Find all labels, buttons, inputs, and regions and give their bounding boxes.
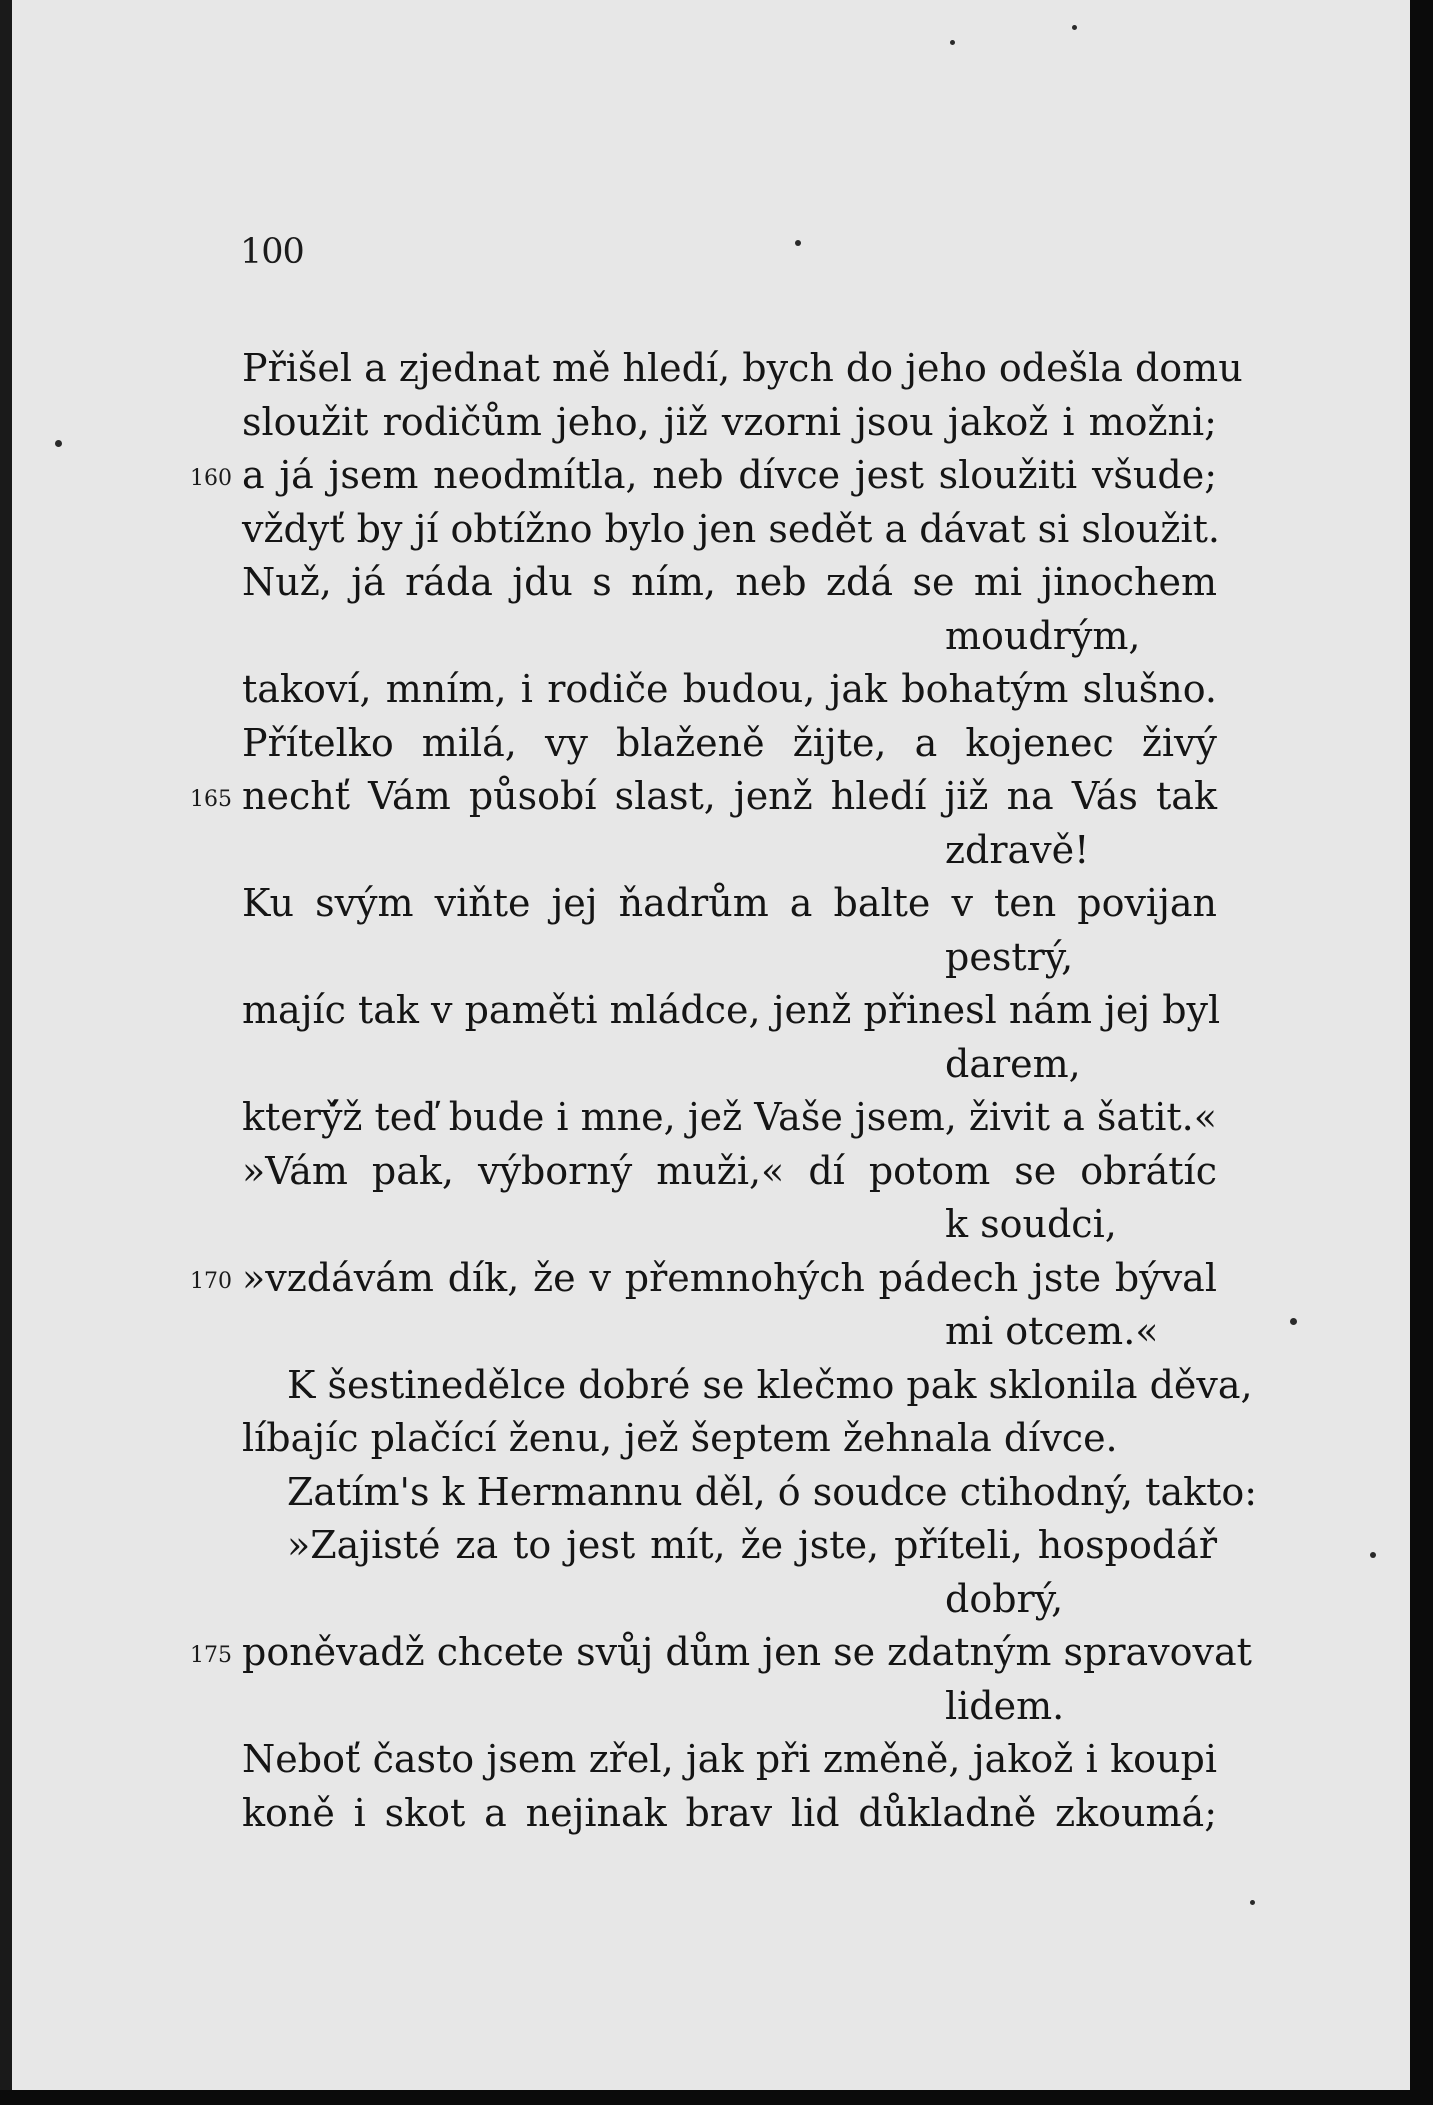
verse-line: sloužit rodičům jeho, již vzorni jsou jakož i možni;: [242, 400, 1217, 444]
verse-line: dobrý,: [945, 1577, 1064, 1621]
line-number: 165: [190, 787, 232, 812]
verse-line: a já jsem neodmítla, neb dívce jest sloužiti všude;: [242, 453, 1217, 497]
page-number: 100: [240, 232, 304, 272]
scan-edge-left: [0, 0, 12, 2105]
verse-line: který̌ž teď bude i mne, jež Vaše jsem, živit a šatit.«: [242, 1095, 1217, 1139]
scan-speck: [950, 40, 955, 45]
verse-line: Přišel a zjednat mě hledí, bych do jeho odešla domu: [242, 346, 1243, 390]
line-number: 160: [190, 466, 232, 491]
verse-line: »vzdávám dík, že v přemnohých pádech jste býval: [242, 1256, 1217, 1300]
line-number: 175: [190, 1643, 232, 1668]
verse-line: líbajíc plačící ženu, jež šeptem žehnala dívce.: [242, 1416, 1118, 1460]
verse-line: darem,: [945, 1042, 1081, 1086]
verse-line: mi otcem.«: [945, 1309, 1159, 1353]
scan-speck: [55, 440, 62, 447]
verse-line: zdravě!: [945, 828, 1090, 872]
verse-line: takoví, mním, i rodiče budou, jak bohatým slušno.: [242, 667, 1217, 711]
verse-line: majíc tak v paměti mládce, jenž přinesl nám jej byl: [242, 988, 1221, 1032]
verse-line: Ku svým viňte jej ňadrům a balte v ten povijan: [242, 881, 1217, 925]
scan-edge-right: [1410, 0, 1433, 2105]
verse-line: nechť Vám působí slast, jenž hledí již na Vás tak: [242, 774, 1217, 818]
scan-speck: [1072, 25, 1077, 30]
line-number: 170: [190, 1269, 232, 1294]
verse-line: vždyť by jí obtížno bylo jen sedět a dávat si sloužit.: [242, 507, 1220, 551]
verse-line: pestrý,: [945, 935, 1074, 979]
scan-speck: [795, 240, 801, 246]
verse-line: Neboť často jsem zřel, jak při změně, jakož i koupi: [242, 1737, 1217, 1781]
scan-edge-bottom: [0, 2090, 1433, 2105]
verse-line: »Zajisté za to jest mít, že jste, příteli, hospodář: [287, 1523, 1217, 1567]
verse-line: Nuž, já ráda jdu s ním, neb zdá se mi jinochem: [242, 560, 1217, 604]
verse-line: Zatím's k Hermannu děl, ó soudce ctihodný, takto:: [287, 1470, 1258, 1514]
scan-speck: [1290, 1318, 1297, 1325]
verse-line: »Vám pak, výborný muži,« dí potom se obrátíc: [242, 1149, 1217, 1193]
verse-line: poněvadž chcete svůj dům jen se zdatným spravovat: [242, 1630, 1252, 1674]
scan-speck: [1250, 1900, 1255, 1905]
verse-line: K šestinedělce dobré se klečmo pak sklonila děva,: [287, 1363, 1253, 1407]
scan-speck: [1370, 1552, 1376, 1558]
verse-line: Přítelko milá, vy blaženě žijte, a kojenec živý: [242, 721, 1217, 765]
verse-line: lidem.: [945, 1684, 1065, 1728]
verse-line: k soudci,: [945, 1202, 1117, 1246]
verse-line: koně i skot a nejinak brav lid důkladně zkoumá;: [242, 1791, 1217, 1835]
verse-line: moudrým,: [945, 614, 1141, 658]
